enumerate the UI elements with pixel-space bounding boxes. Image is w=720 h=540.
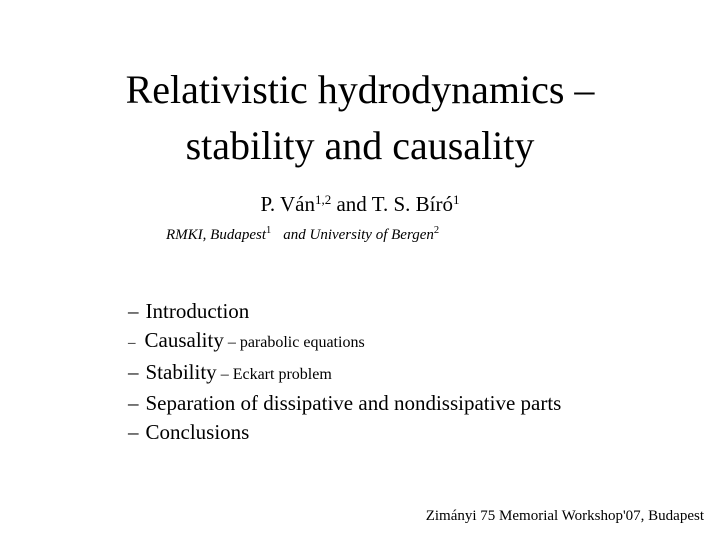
author-1-name: P. Ván — [260, 192, 315, 216]
outline-item-text: Causality — [144, 328, 224, 352]
author-2-affiliation-mark: 1 — [452, 191, 460, 207]
title-line-2: stability and causality — [185, 123, 535, 168]
title-line-1: Relativistic hydrodynamics – — [125, 67, 595, 112]
outline-item — [128, 358, 561, 389]
dash-bullet: – — [128, 335, 136, 351]
outline-item-text: Separation of dissipative and nondissipative parts — [145, 391, 562, 415]
affiliation-1-name: RMKI, Budapest — [166, 227, 266, 243]
dash-bullet: – — [128, 299, 139, 323]
author-line — [0, 190, 720, 218]
affiliation-2-mark: 2 — [433, 225, 440, 237]
affiliation-2-name: and University of Bergen — [283, 227, 434, 243]
affiliation-1-mark: 1 — [265, 225, 272, 237]
outline-item-text: Introduction — [145, 299, 250, 323]
outline-item-subtext: – Eckart problem — [216, 366, 332, 383]
outline-item — [128, 418, 561, 447]
outline-item-text: Conclusions — [145, 420, 250, 444]
author-1-affiliation-mark: 1,2 — [314, 191, 332, 207]
outline-item — [128, 297, 561, 326]
outline-item-text: Stability — [145, 360, 217, 384]
outline-list — [128, 297, 561, 447]
slide-title — [0, 62, 720, 174]
dash-bullet: – — [128, 360, 139, 384]
author-connector: and — [331, 192, 372, 216]
dash-bullet: – — [128, 420, 139, 444]
author-2-name: T. S. Bíró — [371, 192, 453, 216]
outline-item — [128, 389, 561, 418]
dash-bullet: – — [128, 391, 139, 415]
outline-item — [128, 326, 561, 358]
affiliation-line — [166, 224, 439, 246]
outline-item-subtext: – parabolic equations — [223, 334, 365, 351]
slide-footer: Zimányi 75 Memorial Workshop'07, Budapest — [425, 508, 704, 524]
